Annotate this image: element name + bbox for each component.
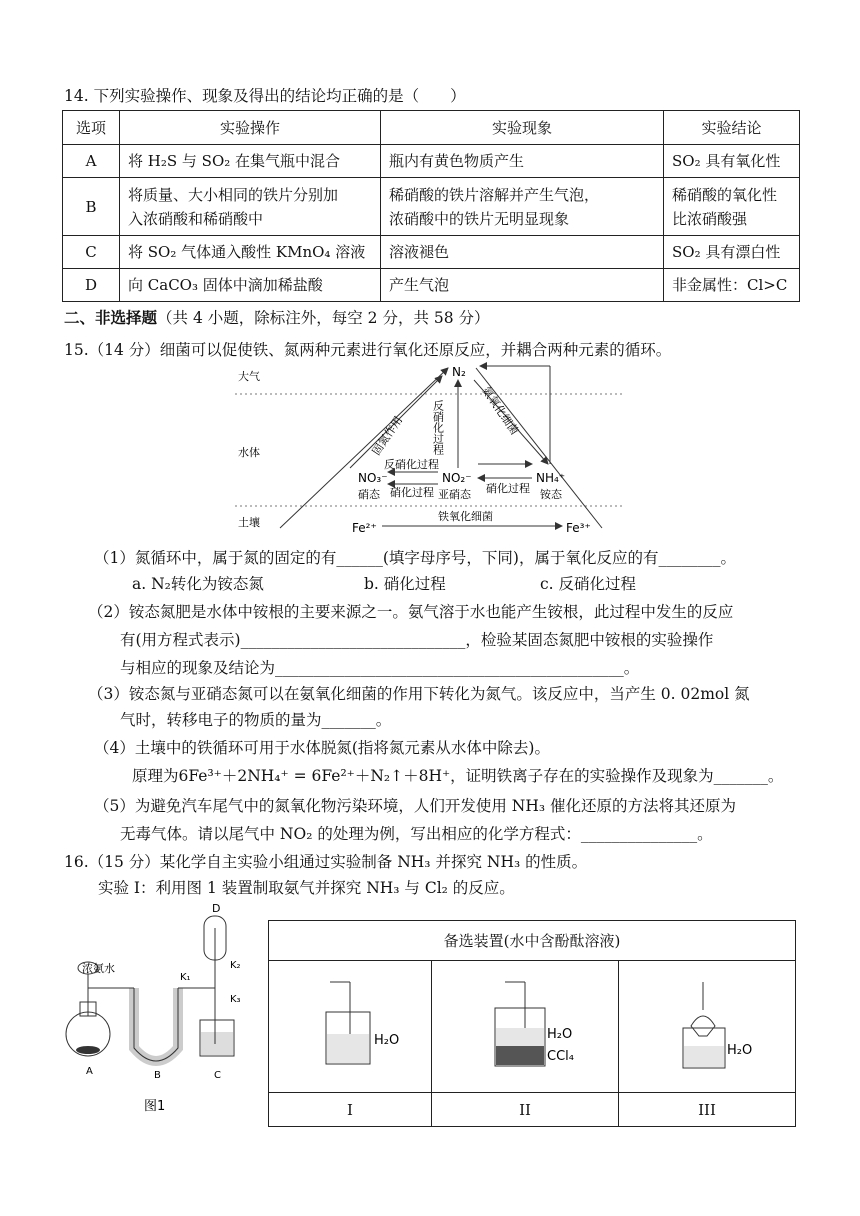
q14-table [62, 110, 800, 302]
table-cell: SO₂ 具有氧化性 [664, 145, 800, 178]
label-I: I [269, 1093, 432, 1127]
table-cell: SO₂ 具有漂白性 [664, 236, 800, 269]
nitrogen-cycle-diagram [230, 360, 630, 536]
svg-text:H₂O: H₂O [374, 1032, 400, 1048]
q15-part5-line2: 无毒气体。请以尾气中 NO₂ 的处理为例，写出相应的化学方程式：_______________。 [120, 825, 713, 843]
label-A: A [86, 1066, 93, 1077]
q15-part2-line2: 有(用方程式表示)_____________________________，检验某固态氮肥中铵根的实验操作 [120, 631, 714, 649]
arrow-label-denit: 反硝化过程 [384, 458, 439, 471]
figure1-apparatus [60, 898, 260, 1114]
table-cell: 向 CaCO₃ 固体中滴加稀盐酸 [120, 269, 381, 302]
label-conc-ammonia: 浓氨水 [82, 962, 115, 975]
diag-label-left: 固氮作用 [369, 413, 406, 458]
section-heading: 二、非选择题（共 4 小题，除标注外，每空 2 分，共 58 分） [64, 308, 490, 327]
svg-text:H₂O: H₂O [727, 1042, 753, 1058]
q15-part4-line2: 原理为6Fe³⁺＋2NH₄⁺ = 6Fe²⁺＋N₂↑＋8H⁺，证明铁离子存在的实验操作及现象为_______。 [132, 767, 784, 785]
table-cell: 非金属性：Cl>C [664, 269, 800, 302]
label-D: D [212, 902, 221, 915]
spare-title: 备选装置(水中含酚酞溶液) [269, 921, 796, 961]
table-header: 实验现象 [381, 111, 664, 145]
q16-exp1: 实验 I：利用图 1 装置制取氨气并探究 NH₃ 与 Cl₂ 的反应。 [98, 879, 515, 897]
no2-label: NO₂⁻ [442, 471, 472, 485]
q15-stem: 15.（14 分）细菌可以促使铁、氮两种元素进行氧化还原反应，并耦合两种元素的循环。 [64, 341, 672, 359]
q15-part4-line1: （4）土壤中的铁循环可用于水体脱氮(指将氮元素从水体中除去)。 [94, 739, 550, 757]
q15-part5-line1: （5）为避免汽车尾气中的氮氧化物污染环境，人们开发使用 NH₃ 催化还原的方法将其还原为 [94, 797, 737, 815]
q15-part2-line1: （2）铵态氮肥是水体中铵根的主要来源之一。氨气溶于水也能产生铵根，此过程中发生的反应 [88, 603, 734, 621]
table-header: 选项 [63, 111, 120, 145]
q14-stem: 14. 下列实验操作、现象及得出的结论均正确的是（ ） [64, 87, 466, 105]
nh4-label: NH₄⁺ [536, 471, 566, 485]
label-K2: K₂ [230, 960, 241, 971]
apparatus-II [432, 961, 619, 1093]
table-cell: 瓶内有黄色物质产生 [381, 145, 664, 178]
layer-atmosphere: 大气 [238, 370, 260, 383]
label-K1: K₁ [180, 972, 191, 983]
table-header: 实验操作 [120, 111, 381, 145]
q15-part1: （1）氮循环中，属于氮的固定的有______(填字母序号，下同)，属于氧化反应的有________。 [94, 549, 736, 567]
label-II: II [432, 1093, 619, 1127]
table-cell: C [63, 236, 120, 269]
apparatus-III [619, 961, 796, 1093]
n2-label: N₂ [452, 365, 466, 379]
table-header: 实验结论 [664, 111, 800, 145]
table-cell: 将 H₂S 与 SO₂ 在集气瓶中混合 [120, 145, 381, 178]
layer-soil: 土壤 [238, 516, 260, 529]
q15-part2-line3: 与相应的现象及结论为_____________________________________________。 [120, 659, 640, 677]
label-III: III [619, 1093, 796, 1127]
svg-text:CCl₄: CCl₄ [547, 1048, 574, 1064]
layer-water: 水体 [238, 446, 260, 459]
figure-caption: 图1 [144, 1099, 166, 1114]
table-cell: 将质量、大小相同的铁片分别加 入浓硝酸和稀硝酸中 [120, 178, 381, 236]
table-cell: D [63, 269, 120, 302]
arrow-label-nit-left: 硝化过程 [390, 486, 434, 499]
label-B: B [154, 1070, 161, 1081]
q15-part3-line2: 气时，转移电子的物质的量为_______。 [120, 711, 392, 729]
nh4-name: 铵态 [540, 488, 562, 501]
table-cell: 稀硝酸的铁片溶解并产生气泡， 浓硝酸中的铁片无明显现象 [381, 178, 664, 236]
label-C: C [214, 1070, 221, 1081]
no3-label: NO₃⁻ [358, 471, 388, 485]
table-cell: 溶液褪色 [381, 236, 664, 269]
vertical-label: 反硝化过程 [431, 400, 445, 455]
iron-bacteria-label: 铁氧化细菌 [438, 510, 493, 523]
spare-apparatus-table [268, 920, 796, 1127]
q16-stem: 16.（15 分）某化学自主实验小组通过实验制备 NH₃ 并探究 NH₃ 的性质。 [64, 853, 588, 871]
table-cell: 产生气泡 [381, 269, 664, 302]
apparatus-I [269, 961, 432, 1093]
table-cell: A [63, 145, 120, 178]
no3-name: 硝态 [358, 488, 380, 501]
no2-name: 亚硝态 [438, 488, 471, 501]
fe3-label: Fe³⁺ [566, 521, 591, 535]
table-cell: 稀硝酸的氧化性 比浓硝酸强 [664, 178, 800, 236]
diag-label-right: 氨氧化细菌 [479, 384, 522, 438]
arrow-label-nit-right: 硝化过程 [486, 482, 530, 495]
table-cell: 将 SO₂ 气体通入酸性 KMnO₄ 溶液 [120, 236, 381, 269]
q15-part3-line1: （3）铵态氮与亚硝态氮可以在氨氧化细菌的作用下转化为氮气。该反应中，当产生 0. 02mol 氮 [88, 685, 750, 703]
svg-text:H₂O: H₂O [547, 1026, 573, 1042]
fe2-label: Fe²⁺ [352, 521, 377, 535]
q15-part1-options: a. N₂转化为铵态氮 b. 硝化过程 c. 反硝化过程 [132, 575, 637, 593]
label-K3: K₃ [230, 994, 241, 1005]
table-cell: B [63, 178, 120, 236]
